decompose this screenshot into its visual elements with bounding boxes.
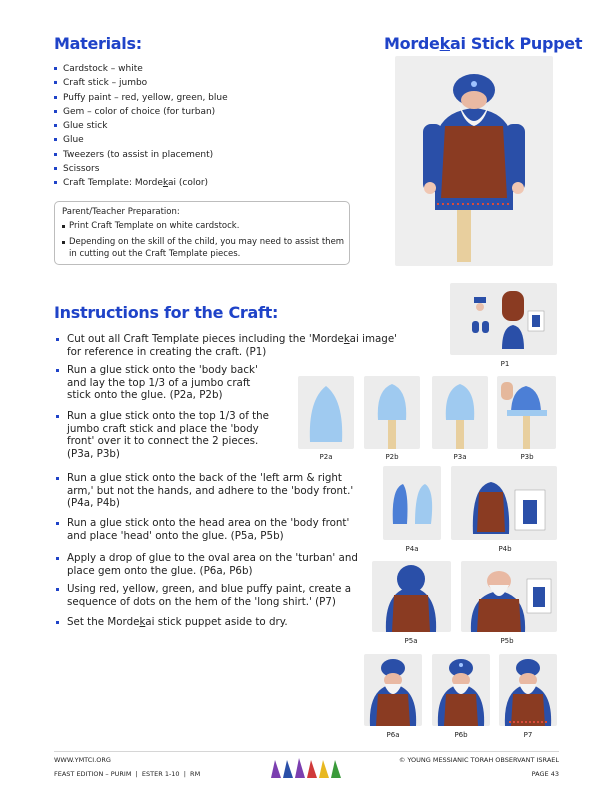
puppet-photo bbox=[395, 56, 553, 266]
list-item: Print Craft Template on white cardstock. bbox=[62, 221, 341, 233]
photo-p5a bbox=[372, 561, 451, 632]
caption-p6b: P6b bbox=[454, 731, 468, 739]
preparation-box bbox=[54, 201, 350, 265]
caption-p4a: P4a bbox=[405, 545, 419, 553]
ymtoi-logo bbox=[269, 756, 343, 780]
list-item: Tweezers (to assist in placement) bbox=[54, 148, 228, 162]
photo-p2a bbox=[298, 376, 354, 449]
photo-p1 bbox=[450, 283, 557, 355]
list-item: Scissors bbox=[54, 162, 228, 176]
caption-p5b: P5b bbox=[500, 637, 514, 645]
puppet-title: Mordekai Stick Puppet bbox=[384, 34, 583, 53]
caption-p5a: P5a bbox=[404, 637, 418, 645]
caption-p7: P7 bbox=[523, 731, 533, 739]
instruction-step: Run a glue stick onto the 'body back' and lay the top 1/3 of a jumbo craft stick onto the glue. (P2a, P2b) bbox=[54, 364, 272, 402]
instructions-heading: Instructions for the Craft: bbox=[54, 303, 279, 322]
materials-heading: Materials: bbox=[54, 34, 142, 53]
list-item: Gem – color of choice (for turban) bbox=[54, 105, 228, 119]
instruction-step: Run a glue stick onto the top 1/3 of the jumbo craft stick and place the 'body front' over it to connect the 2 pieces. (P3a, P3b) bbox=[54, 410, 272, 460]
caption-p1: P1 bbox=[500, 360, 510, 368]
caption-p2a: P2a bbox=[319, 453, 333, 461]
caption-p4b: P4b bbox=[498, 545, 512, 553]
caption-p2b: P2b bbox=[385, 453, 399, 461]
list-item: Craft Template: Mordekai (color) bbox=[54, 176, 228, 190]
photo-p7 bbox=[499, 654, 557, 726]
materials-list bbox=[54, 62, 228, 191]
instruction-step: Using red, yellow, green, and blue puffy paint, create a sequence of dots on the hem of the 'long shirt.' (P7) bbox=[54, 583, 372, 608]
preparation-title: Parent/Teacher Preparation: bbox=[62, 207, 180, 217]
caption-p3a: P3a bbox=[453, 453, 467, 461]
instruction-step: Apply a drop of glue to the oval area on the 'turban' and place gem onto the glue. (P6a, P6b) bbox=[54, 552, 369, 577]
photo-p3a bbox=[432, 376, 488, 449]
footer-edition: FEAST EDITION – PURIM | ESTER 1-10 | RM bbox=[54, 770, 201, 778]
footer-copyright: © YOUNG MESSIANIC TORAH OBSERVANT ISRAEL bbox=[398, 756, 559, 764]
photo-p4a bbox=[383, 466, 441, 540]
instruction-step: Run a glue stick onto the back of the 'left arm & right arm,' but not the hands, and adhere to the 'body front.' (P4a, P4b) bbox=[54, 472, 367, 510]
caption-p3b: P3b bbox=[520, 453, 534, 461]
list-item: Glue bbox=[54, 133, 228, 147]
list-item: Glue stick bbox=[54, 119, 228, 133]
instruction-step: Set the Mordekai stick puppet aside to dry. bbox=[54, 616, 367, 629]
photo-p3b bbox=[497, 376, 556, 449]
caption-p6a: P6a bbox=[386, 731, 400, 739]
photo-p4b bbox=[451, 466, 557, 540]
photo-p5b bbox=[461, 561, 557, 632]
list-item: Depending on the skill of the child, you may need to assist them in cutting out the Craft Template pieces. bbox=[62, 237, 347, 260]
photo-p6b bbox=[432, 654, 490, 726]
footer-divider bbox=[54, 751, 559, 752]
photo-p2b bbox=[364, 376, 420, 449]
list-item: Puffy paint – red, yellow, green, blue bbox=[54, 91, 228, 105]
list-item: Craft stick – jumbo bbox=[54, 76, 228, 90]
instruction-step: Run a glue stick onto the head area on the 'body front' and place 'head' onto the glue. (P5a, P5b) bbox=[54, 517, 369, 542]
footer-url: WWW.YMTCI.ORG bbox=[54, 756, 111, 764]
instruction-step: Cut out all Craft Template pieces including the 'Mordekai image' for reference in creating the craft. (P1) bbox=[54, 333, 410, 358]
footer-page-number: PAGE 43 bbox=[531, 770, 559, 778]
photo-p6a bbox=[364, 654, 422, 726]
list-item: Cardstock – white bbox=[54, 62, 228, 76]
